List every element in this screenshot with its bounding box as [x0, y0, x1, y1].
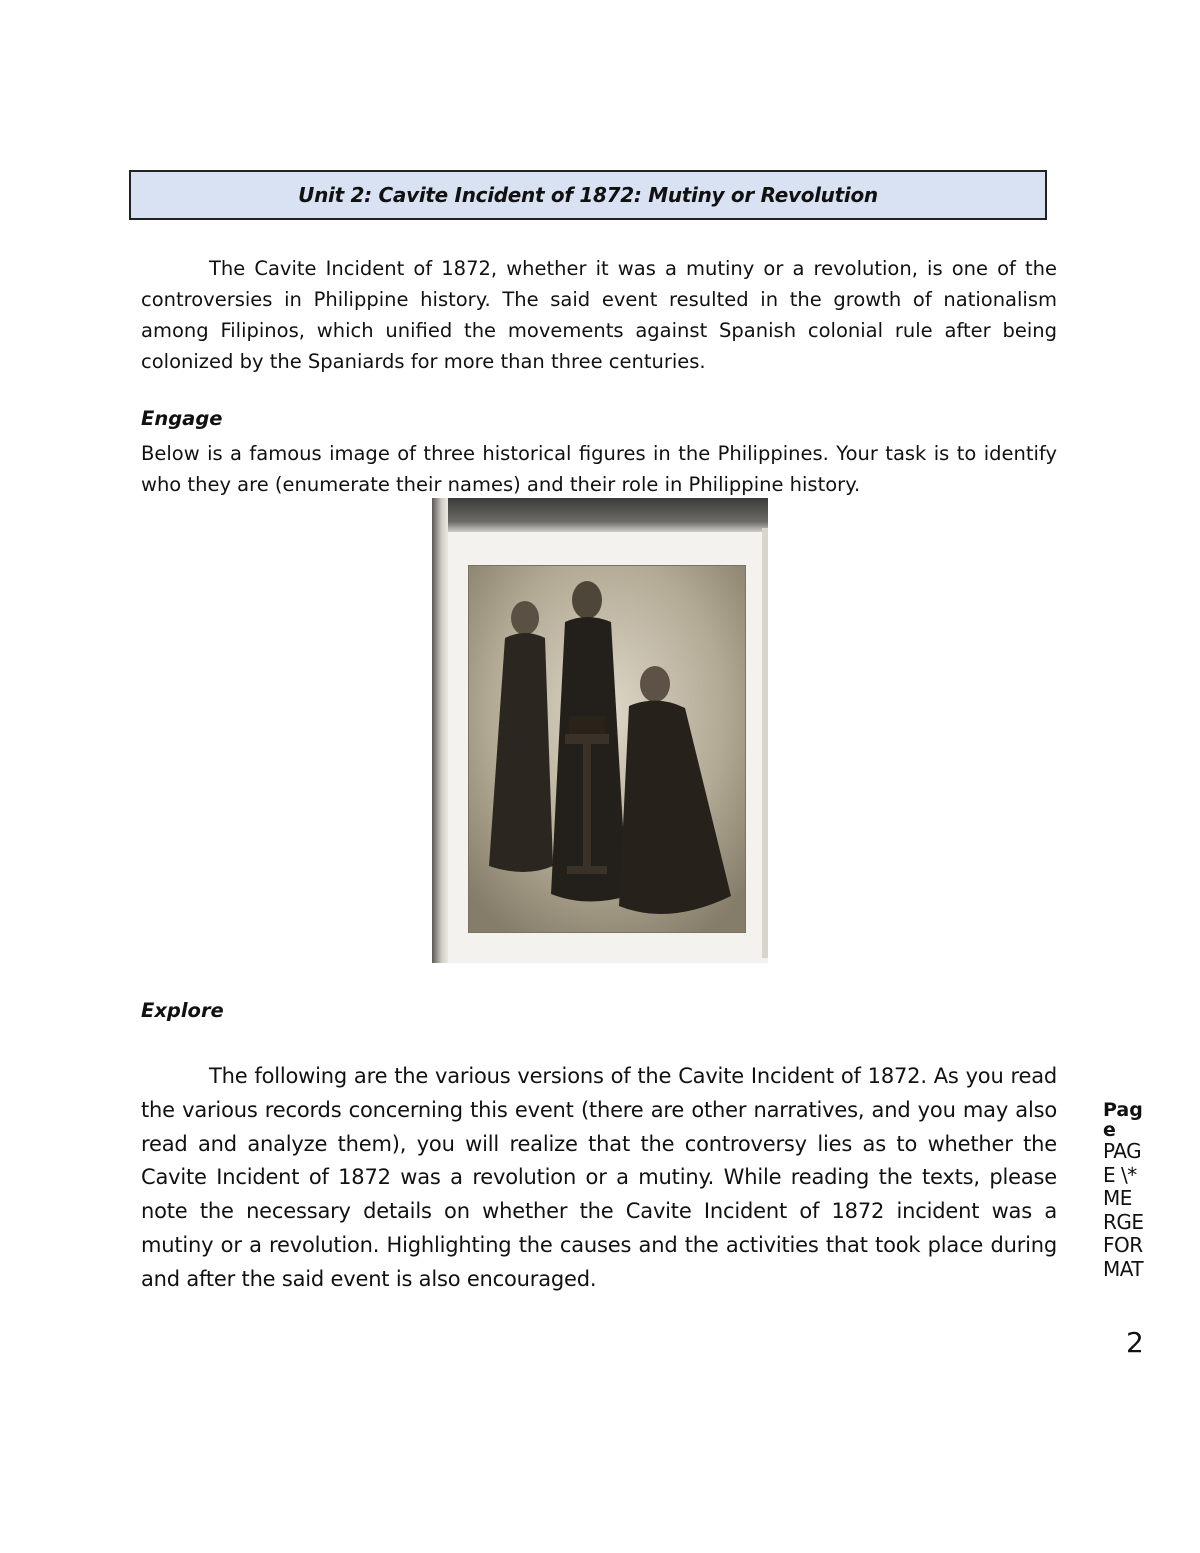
- photo-scan-top-strip: [432, 498, 768, 532]
- portrait-illustration: [469, 566, 745, 932]
- page-number-field: [1103, 1100, 1163, 1281]
- page-label: Page: [1103, 1099, 1143, 1141]
- photo-scan-right-edge: [762, 528, 768, 958]
- explore-heading: Explore: [141, 999, 224, 1022]
- explore-text: The following are the various versions of the Cavite Incident of 1872. As you read the various records concerning this event (there are other narratives, and you may also read and analyze them), you will realize that the controversy lies as to whether the Cavite Incident of 1872 was a revolution or a mutiny. While reading the texts, please note the necessary details on whether the Cavite Incident of 1872 incident was a mutiny or a revolution. Highlighting the causes and the activities that took place during and after the said event is also encouraged.: [141, 1064, 1057, 1291]
- engage-heading: Engage: [141, 407, 223, 430]
- unit-title: Unit 2: Cavite Incident of 1872: Mutiny or Revolution: [298, 183, 878, 207]
- intro-paragraph: [141, 253, 1057, 377]
- field-code-text: PAGE \* MERGEFORMAT: [1103, 1139, 1144, 1281]
- historical-photo: [432, 498, 768, 963]
- explore-paragraph: [141, 1060, 1057, 1297]
- intro-text: The Cavite Incident of 1872, whether it was a mutiny or a revolution, is one of the controversies in Philippine history. The said event resulted in the growth of nationalism among Filipinos, which unified the movements against Spanish colonial rule after being colonized by the Spaniards for more than three centuries.: [141, 257, 1057, 373]
- page-number: 2: [1126, 1326, 1144, 1359]
- three-priests-portrait: [468, 565, 746, 933]
- engage-paragraph: Below is a famous image of three historical figures in the Philippines. Your task is to identify who they are (enumerate their names) and their role in Philippine history.: [141, 442, 1057, 496]
- unit-title-box: [129, 170, 1047, 220]
- photo-scan-left-edge: [432, 498, 448, 963]
